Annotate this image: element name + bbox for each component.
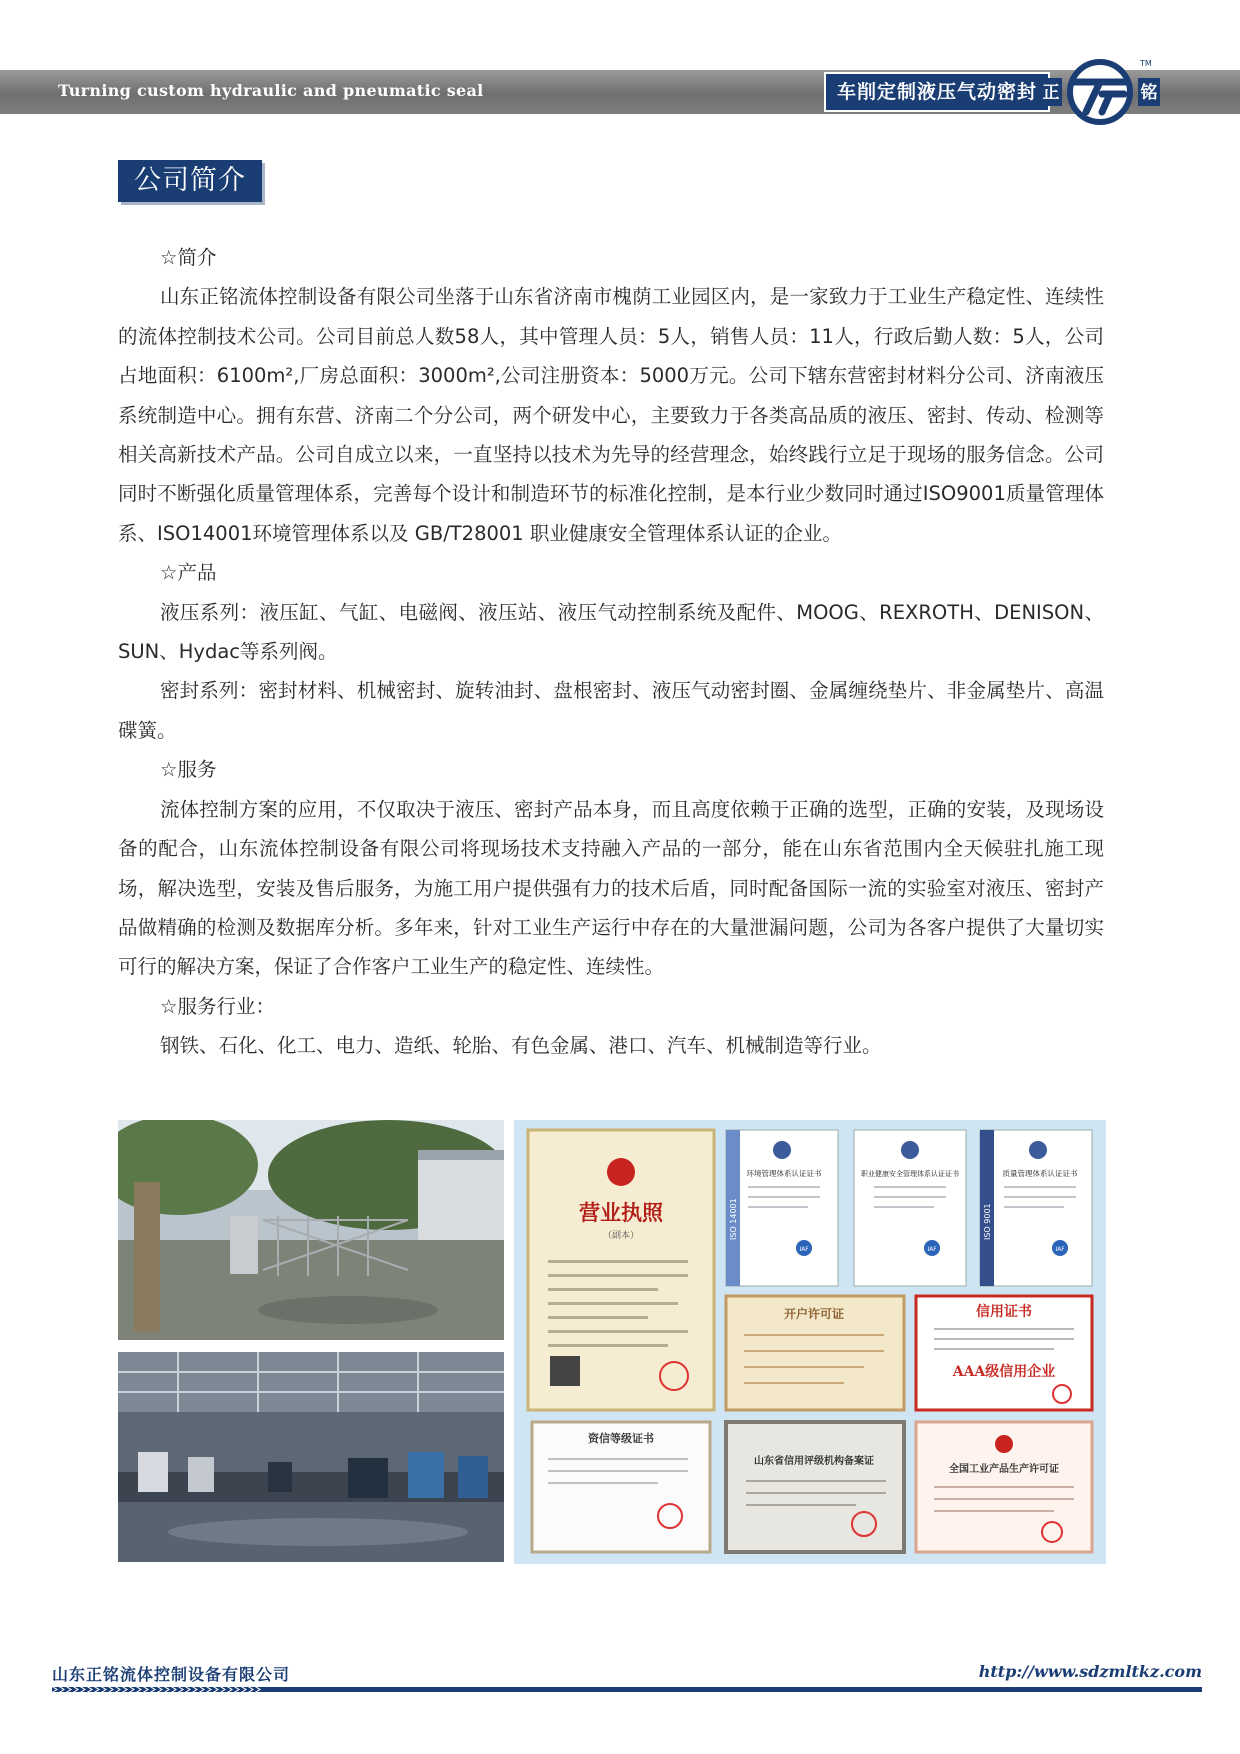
bank-cert-title: 开户许可证 xyxy=(783,1307,845,1321)
ohs-cert-title: 职业健康安全管理体系认证证书 xyxy=(861,1170,959,1178)
section-title: 公司简介 xyxy=(118,160,262,202)
license-title: 营业执照 xyxy=(579,1201,663,1225)
intro-paragraph: 山东正铭流体控制设备有限公司坐落于山东省济南市槐荫工业园区内，是一家致力于工业生产稳定性、连续性的流体控制技术公司。公司目前总人数58人，其中管理人员：5人，销售人员：11人，行政后勤人数：5人，公司占地面积：6100m²,厂房总面积：3000m²,公司注册资本：5000万元。公司下辖东营密封材料分公司、济南液压系统制造中心。拥有东营、济南二个分公司，两个研发中心，主要致力于各类高品质的液压、密封、传动、检测等相关高新技术产品。公司自成立以来，一直坚持以技术为先导的经营理念，始终践行立足于现场的服务信念。公司同时不断强化质量管理体系，完善每个设计和制造环节的标准化控制，是本行业少数同时通过ISO9001质量管理体系、ISO14001环境管理体系以及 GB/T28001 职业健康安全管理体系认证的企业。 xyxy=(118,285,1104,545)
industry-paragraph: 钢铁、石化、化工、电力、造纸、轮胎、有色金属、港口、汽车、机械制造等行业。 xyxy=(160,1034,882,1058)
footer-company-name: 山东正铭流体控制设备有限公司 xyxy=(52,1665,291,1684)
environment-cert-title: 环境管理体系认证证书 xyxy=(746,1169,822,1178)
shandong-cert-title: 山东省信用评级机构备案证 xyxy=(754,1456,874,1467)
quality-cert-title: 质量管理体系认证证书 xyxy=(1002,1169,1078,1178)
industry-heading: ☆服务行业： xyxy=(160,994,275,1018)
factory-gate-photo xyxy=(118,1120,504,1340)
production-cert-title: 全国工业产品生产许可证 xyxy=(949,1464,1059,1475)
products-seal: 密封系列：密封材料、机械密封、旋转油封、盘根密封、液压气动密封圈、金属缠绕垫片、非金属垫片、高温碟簧。 xyxy=(118,679,1104,742)
iaf-mark-2: IAF xyxy=(927,1246,937,1253)
iso-side-1: ISO 14001 xyxy=(729,1198,738,1240)
workshop-interior-photo xyxy=(118,1352,504,1562)
products-hydraulic: 液压系列：液压缸、气缸、电磁阀、液压站、液压气动控制系统及配件、MOOG、REXROTH、DENISON、SUN、Hydac等系列阀。 xyxy=(118,600,1104,664)
license-subtitle: （副本） xyxy=(602,1231,640,1241)
credit-level-cert-title: 资信等级证书 xyxy=(588,1432,654,1445)
logo-tm: TM xyxy=(1140,59,1152,68)
logo-char-left: 正 xyxy=(1042,83,1060,103)
company-logo xyxy=(1040,56,1162,126)
service-paragraph: 流体控制方案的应用，不仅取决于液压、密封产品本身，而且高度依赖于正确的选型，正确的安装，及现场设备的配合，山东流体控制设备有限公司将现场技术支持融入产品的一部分，能在山东省范围内全天候驻扎施工现场，解决选型，安装及售后服务，为施工用户提供强有力的技术后盾，同时配备国际一流的实验室对液压、密封产品做精确的检测及数据库分析。多年来，针对工业生产运行中存在的大量泄漏问题，公司为各客户提供了大量切实可行的解决方案，保证了合作客户工业生产的稳定性、连续性。 xyxy=(118,797,1104,979)
header-chinese-slogan: 车削定制液压气动密封 xyxy=(836,81,1037,103)
iso-side-3: ISO 9001 xyxy=(983,1203,992,1240)
footer-divider xyxy=(52,1684,1202,1694)
footer-website-link[interactable]: http://www.sdzmltkz.com xyxy=(978,1662,1202,1681)
products-heading: ☆产品 xyxy=(160,561,217,585)
service-heading: ☆服务 xyxy=(160,758,217,782)
logo-char-right: 铭 xyxy=(1140,83,1158,103)
credit-cert-title: 信用证书 xyxy=(976,1304,1032,1320)
certificates-panel xyxy=(514,1120,1106,1564)
intro-heading: ☆简介 xyxy=(160,246,217,269)
credit-grade: AAA级信用企业 xyxy=(952,1364,1056,1380)
company-intro-text xyxy=(118,238,1104,1066)
certificates-collage xyxy=(514,1120,1106,1564)
iaf-mark-3: IAF xyxy=(1055,1246,1065,1253)
header-english-slogan: Turning custom hydraulic and pneumatic seal xyxy=(58,81,484,100)
iaf-mark-1: IAF xyxy=(799,1246,809,1253)
